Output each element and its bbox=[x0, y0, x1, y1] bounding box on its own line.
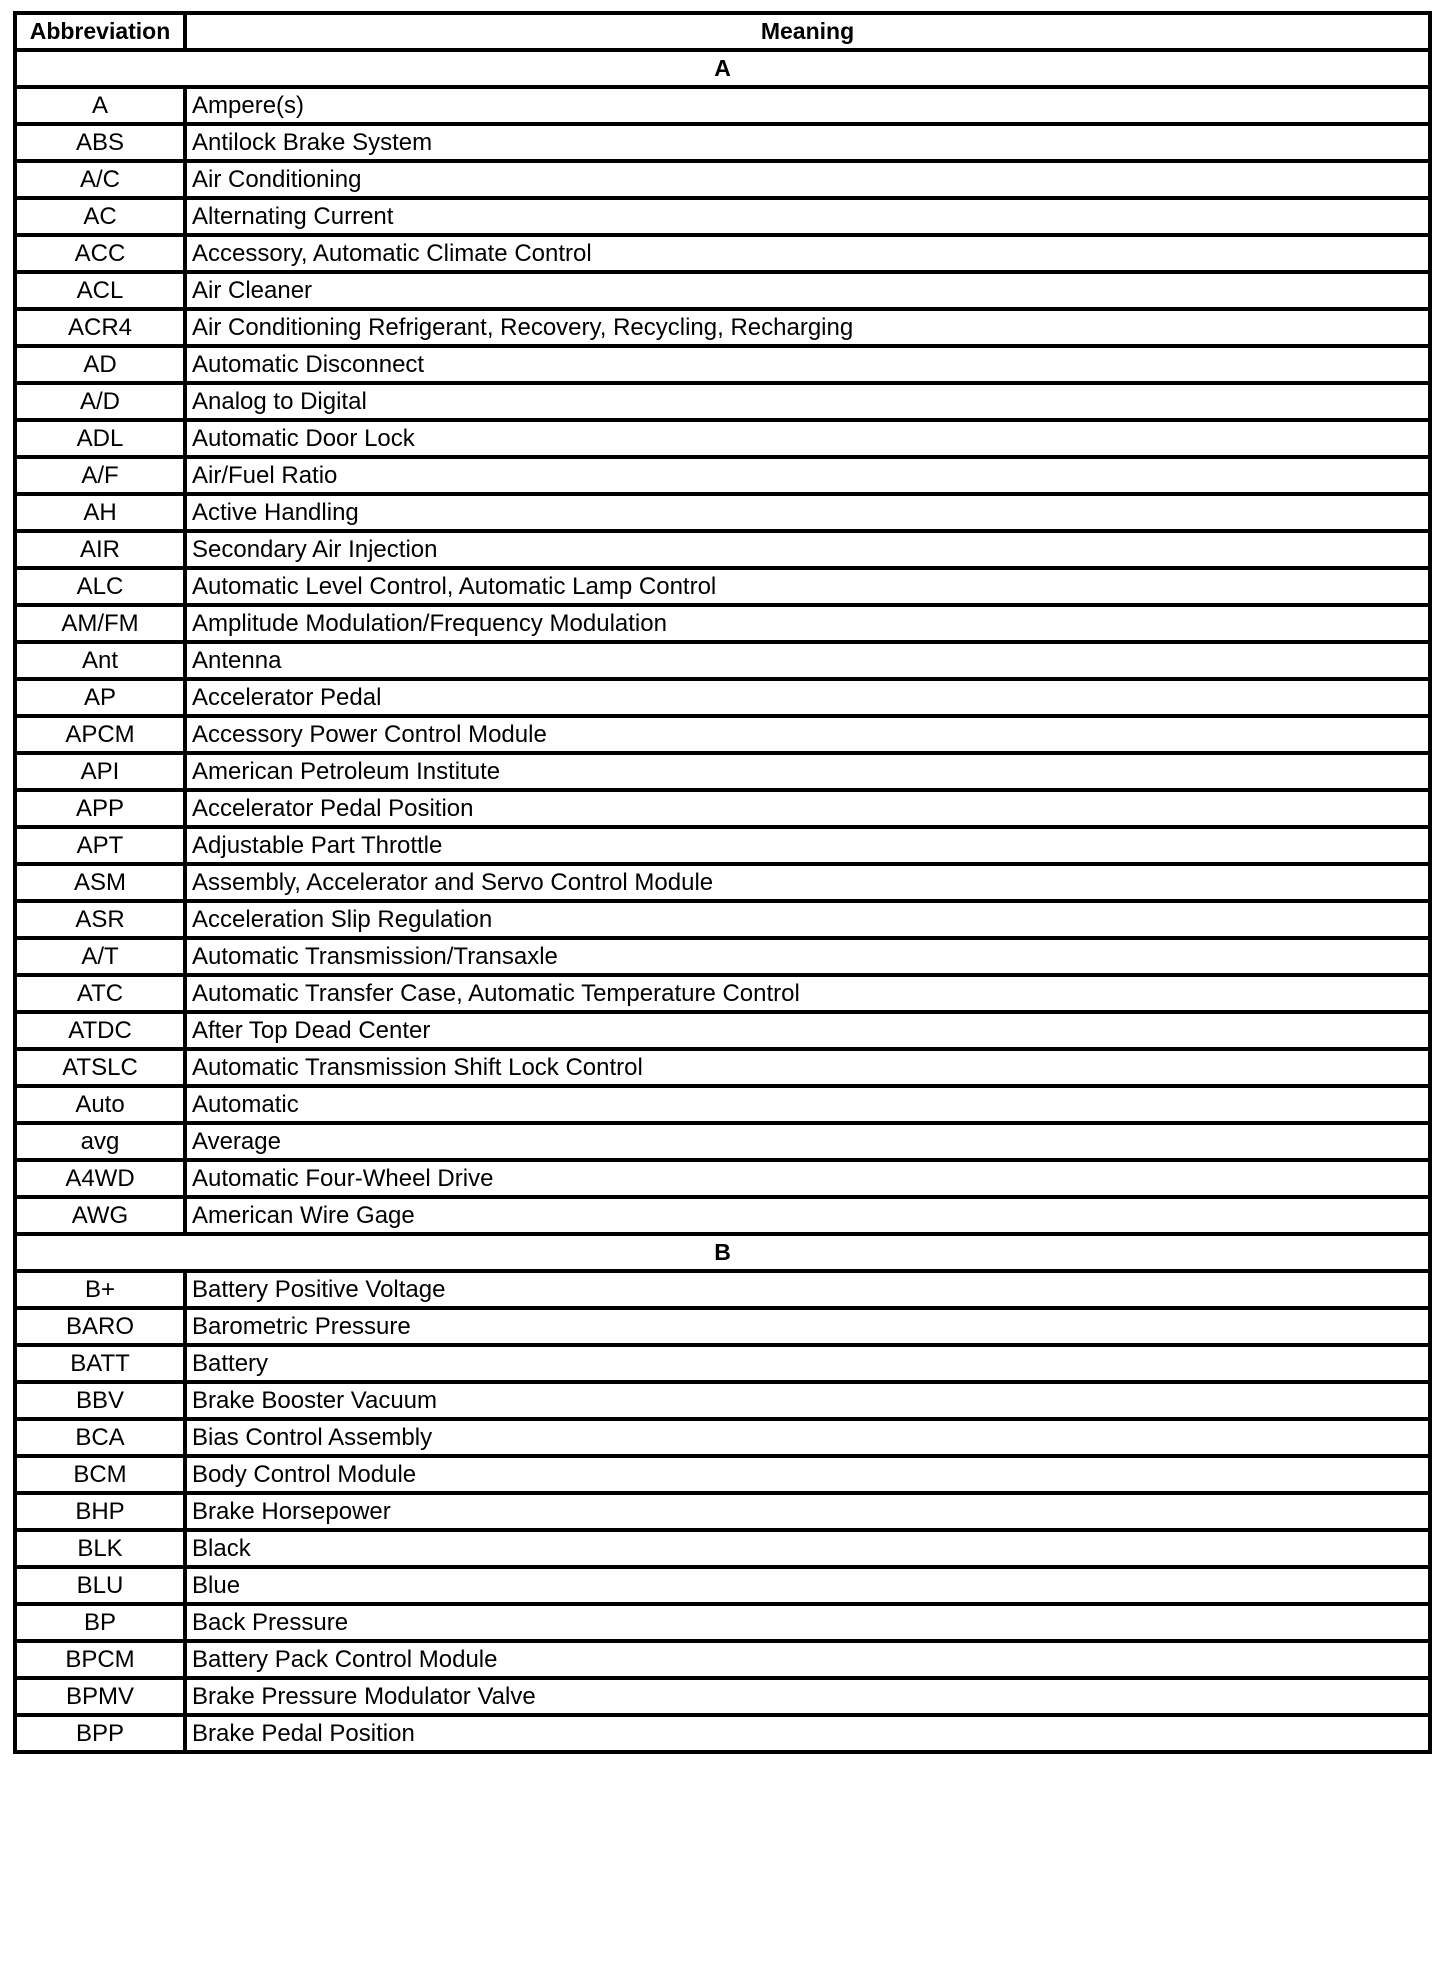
meaning-cell: Black bbox=[185, 1530, 1430, 1567]
table-row bbox=[15, 1382, 1430, 1419]
table-row bbox=[15, 642, 1430, 679]
table-row bbox=[15, 346, 1430, 383]
meaning-cell: Automatic Transmission Shift Lock Control bbox=[185, 1049, 1430, 1086]
table-row bbox=[15, 1493, 1430, 1530]
column-header-abbreviation: Abbreviation bbox=[15, 13, 185, 50]
abbreviation-cell: A/C bbox=[15, 161, 185, 198]
abbreviation-cell: BCA bbox=[15, 1419, 185, 1456]
section-letter: B bbox=[15, 1234, 1430, 1271]
abbreviation-cell: AIR bbox=[15, 531, 185, 568]
table-row bbox=[15, 457, 1430, 494]
table-row bbox=[15, 420, 1430, 457]
table-row bbox=[15, 753, 1430, 790]
abbreviation-cell: Ant bbox=[15, 642, 185, 679]
abbreviation-cell: BLK bbox=[15, 1530, 185, 1567]
section-letter: A bbox=[15, 50, 1430, 87]
meaning-cell: Brake Pedal Position bbox=[185, 1715, 1430, 1752]
table-row bbox=[15, 1604, 1430, 1641]
abbreviation-cell: ABS bbox=[15, 124, 185, 161]
meaning-cell: Active Handling bbox=[185, 494, 1430, 531]
table-header bbox=[15, 13, 1430, 50]
table-row bbox=[15, 1197, 1430, 1234]
meaning-cell: Brake Booster Vacuum bbox=[185, 1382, 1430, 1419]
abbreviation-cell: AD bbox=[15, 346, 185, 383]
abbreviation-cell: ADL bbox=[15, 420, 185, 457]
table-row bbox=[15, 975, 1430, 1012]
table-row bbox=[15, 1012, 1430, 1049]
table-row bbox=[15, 605, 1430, 642]
meaning-cell: After Top Dead Center bbox=[185, 1012, 1430, 1049]
table-row bbox=[15, 1678, 1430, 1715]
abbreviation-cell: ACR4 bbox=[15, 309, 185, 346]
table-row bbox=[15, 679, 1430, 716]
table-row bbox=[15, 1308, 1430, 1345]
abbreviation-cell: BLU bbox=[15, 1567, 185, 1604]
meaning-cell: Antilock Brake System bbox=[185, 124, 1430, 161]
abbreviation-cell: B+ bbox=[15, 1271, 185, 1308]
meaning-cell: Accelerator Pedal bbox=[185, 679, 1430, 716]
meaning-cell: Automatic Transfer Case, Automatic Temperature Control bbox=[185, 975, 1430, 1012]
table-row bbox=[15, 1715, 1430, 1752]
abbreviation-cell: BP bbox=[15, 1604, 185, 1641]
meaning-cell: Automatic bbox=[185, 1086, 1430, 1123]
table-row bbox=[15, 198, 1430, 235]
abbreviation-cell: ASM bbox=[15, 864, 185, 901]
abbreviation-table bbox=[13, 11, 1432, 1754]
meaning-cell: Battery bbox=[185, 1345, 1430, 1382]
table-row bbox=[15, 1160, 1430, 1197]
meaning-cell: Battery Pack Control Module bbox=[185, 1641, 1430, 1678]
abbreviation-cell: BARO bbox=[15, 1308, 185, 1345]
table-row bbox=[15, 124, 1430, 161]
table-row bbox=[15, 1345, 1430, 1382]
meaning-cell: Bias Control Assembly bbox=[185, 1419, 1430, 1456]
meaning-cell: American Petroleum Institute bbox=[185, 753, 1430, 790]
table-row bbox=[15, 235, 1430, 272]
abbreviation-cell: A/D bbox=[15, 383, 185, 420]
abbreviation-cell: APCM bbox=[15, 716, 185, 753]
meaning-cell: Automatic Transmission/Transaxle bbox=[185, 938, 1430, 975]
abbreviation-cell: A bbox=[15, 87, 185, 124]
abbreviation-cell: ASR bbox=[15, 901, 185, 938]
meaning-cell: Brake Horsepower bbox=[185, 1493, 1430, 1530]
abbreviation-cell: BPP bbox=[15, 1715, 185, 1752]
table-row bbox=[15, 716, 1430, 753]
table-row bbox=[15, 864, 1430, 901]
abbreviation-cell: Auto bbox=[15, 1086, 185, 1123]
table-row bbox=[15, 901, 1430, 938]
abbreviation-cell: ATDC bbox=[15, 1012, 185, 1049]
meaning-cell: Brake Pressure Modulator Valve bbox=[185, 1678, 1430, 1715]
header-row bbox=[15, 13, 1430, 50]
table-row bbox=[15, 1123, 1430, 1160]
meaning-cell: Ampere(s) bbox=[185, 87, 1430, 124]
table-row bbox=[15, 790, 1430, 827]
abbreviation-cell: ACC bbox=[15, 235, 185, 272]
abbreviation-cell: AP bbox=[15, 679, 185, 716]
meaning-cell: Blue bbox=[185, 1567, 1430, 1604]
table-row bbox=[15, 1271, 1430, 1308]
table-row bbox=[15, 309, 1430, 346]
meaning-cell: Air/Fuel Ratio bbox=[185, 457, 1430, 494]
abbreviation-cell: BBV bbox=[15, 1382, 185, 1419]
abbreviation-cell: AH bbox=[15, 494, 185, 531]
meaning-cell: Barometric Pressure bbox=[185, 1308, 1430, 1345]
column-header-meaning: Meaning bbox=[185, 13, 1430, 50]
meaning-cell: Antenna bbox=[185, 642, 1430, 679]
abbreviation-cell: API bbox=[15, 753, 185, 790]
abbreviation-cell: APP bbox=[15, 790, 185, 827]
table-row bbox=[15, 383, 1430, 420]
table-row bbox=[15, 87, 1430, 124]
section-row-b bbox=[15, 1234, 1430, 1271]
abbreviation-cell: avg bbox=[15, 1123, 185, 1160]
abbreviation-cell: APT bbox=[15, 827, 185, 864]
table-row bbox=[15, 1641, 1430, 1678]
abbreviation-cell: BATT bbox=[15, 1345, 185, 1382]
meaning-cell: Automatic Disconnect bbox=[185, 346, 1430, 383]
meaning-cell: Average bbox=[185, 1123, 1430, 1160]
table-row bbox=[15, 1419, 1430, 1456]
meaning-cell: Acceleration Slip Regulation bbox=[185, 901, 1430, 938]
table-row bbox=[15, 1567, 1430, 1604]
abbreviation-cell: AWG bbox=[15, 1197, 185, 1234]
meaning-cell: Back Pressure bbox=[185, 1604, 1430, 1641]
abbreviation-cell: AC bbox=[15, 198, 185, 235]
meaning-cell: Assembly, Accelerator and Servo Control Module bbox=[185, 864, 1430, 901]
table-row bbox=[15, 938, 1430, 975]
abbreviation-cell: A4WD bbox=[15, 1160, 185, 1197]
table-row bbox=[15, 568, 1430, 605]
meaning-cell: Adjustable Part Throttle bbox=[185, 827, 1430, 864]
meaning-cell: Air Conditioning Refrigerant, Recovery, Recycling, Recharging bbox=[185, 309, 1430, 346]
abbreviation-cell: BPMV bbox=[15, 1678, 185, 1715]
meaning-cell: Battery Positive Voltage bbox=[185, 1271, 1430, 1308]
meaning-cell: Amplitude Modulation/Frequency Modulation bbox=[185, 605, 1430, 642]
table-row bbox=[15, 1049, 1430, 1086]
meaning-cell: Automatic Door Lock bbox=[185, 420, 1430, 457]
meaning-cell: Secondary Air Injection bbox=[185, 531, 1430, 568]
meaning-cell: American Wire Gage bbox=[185, 1197, 1430, 1234]
abbreviation-cell: ATSLC bbox=[15, 1049, 185, 1086]
section-row-a bbox=[15, 50, 1430, 87]
table-row bbox=[15, 1456, 1430, 1493]
abbreviation-cell: BCM bbox=[15, 1456, 185, 1493]
abbreviation-cell: ALC bbox=[15, 568, 185, 605]
meaning-cell: Air Cleaner bbox=[185, 272, 1430, 309]
table-row bbox=[15, 1530, 1430, 1567]
abbreviation-cell: A/T bbox=[15, 938, 185, 975]
abbreviation-cell: AM/FM bbox=[15, 605, 185, 642]
table-row bbox=[15, 531, 1430, 568]
meaning-cell: Accessory, Automatic Climate Control bbox=[185, 235, 1430, 272]
table-row bbox=[15, 161, 1430, 198]
meaning-cell: Air Conditioning bbox=[185, 161, 1430, 198]
table-row bbox=[15, 272, 1430, 309]
table-row bbox=[15, 1086, 1430, 1123]
table-row bbox=[15, 827, 1430, 864]
meaning-cell: Alternating Current bbox=[185, 198, 1430, 235]
abbreviation-cell: ACL bbox=[15, 272, 185, 309]
meaning-cell: Body Control Module bbox=[185, 1456, 1430, 1493]
meaning-cell: Automatic Level Control, Automatic Lamp Control bbox=[185, 568, 1430, 605]
table-row bbox=[15, 494, 1430, 531]
meaning-cell: Accessory Power Control Module bbox=[185, 716, 1430, 753]
meaning-cell: Automatic Four-Wheel Drive bbox=[185, 1160, 1430, 1197]
abbreviation-cell: BPCM bbox=[15, 1641, 185, 1678]
abbreviation-cell: BHP bbox=[15, 1493, 185, 1530]
abbreviation-cell: ATC bbox=[15, 975, 185, 1012]
meaning-cell: Accelerator Pedal Position bbox=[185, 790, 1430, 827]
table-body bbox=[15, 50, 1430, 1752]
abbreviation-cell: A/F bbox=[15, 457, 185, 494]
meaning-cell: Analog to Digital bbox=[185, 383, 1430, 420]
